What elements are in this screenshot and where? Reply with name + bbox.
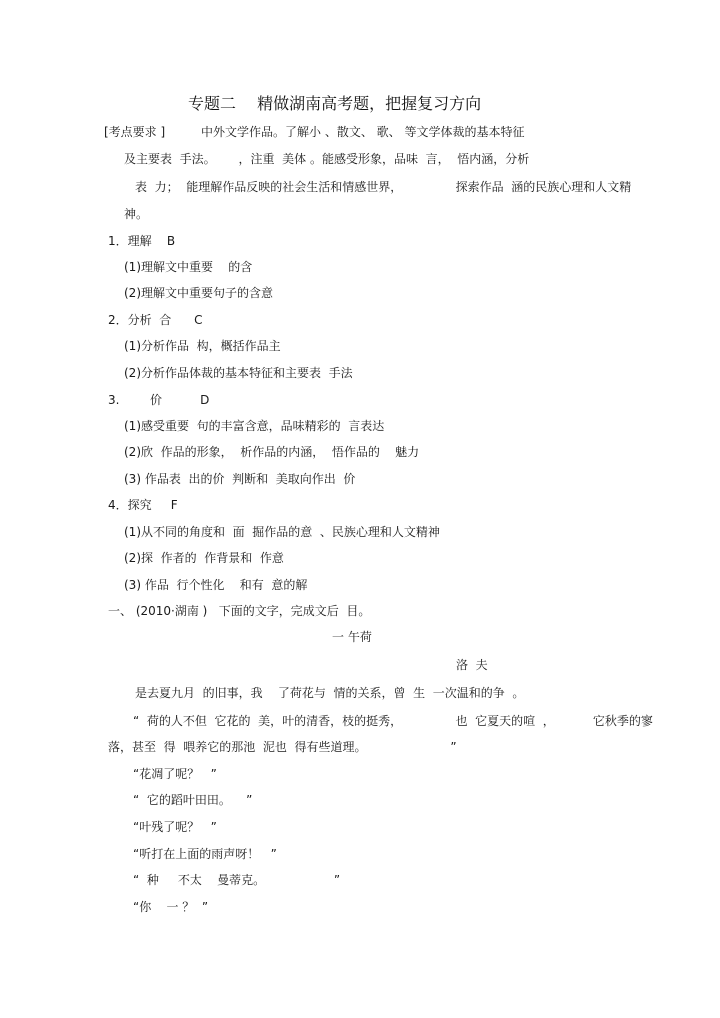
item-sub: (2)欣 作品的形象， 析作品的内涵， 悟作品的 魅力 bbox=[124, 445, 420, 459]
dialogue-line: “叶残了呢？ ” bbox=[133, 820, 217, 834]
essay-paragraph: 是去夏九月 的旧事，我 了荷花与 情的关系，曾 生 一次温和的争 。 bbox=[135, 686, 525, 700]
item-sub: (3) 作品 行个性化 和有 意的解 bbox=[124, 578, 308, 592]
item-heading: 2．分析 合 C bbox=[108, 313, 203, 327]
item-sub: (1)理解文中重要 的含 bbox=[124, 260, 253, 274]
item-sub: (1)感受重要 句的丰富含意，品味精彩的 言表达 bbox=[124, 419, 385, 433]
requirements-line-4: 神。 bbox=[124, 207, 149, 221]
dialogue-line: “听打在上面的雨声呀！ ” bbox=[133, 847, 277, 861]
requirements-label: [考点要求 ] bbox=[104, 125, 166, 139]
dialogue-line: “花凋了呢？ ” bbox=[133, 767, 217, 781]
item-sub: (2)分析作品体裁的基本特征和主要表 手法 bbox=[124, 366, 353, 380]
item-sub: (2)探 作者的 作背景和 作意 bbox=[124, 551, 284, 565]
essay-title: 一 午荷 bbox=[332, 630, 372, 644]
item-heading: 1．理解 B bbox=[108, 234, 176, 248]
essay-paragraph: 落，甚至 得 喂养它的那池 泥也 得有些道理。 ” bbox=[108, 740, 457, 754]
item-sub: (2)理解文中重要句子的含意 bbox=[124, 286, 273, 300]
essay-paragraph: “ 荷的人不但 它花的 美，叶的清香，枝的挺秀， 也 它夏天的喧 ， 它秋季的寥 bbox=[133, 714, 653, 728]
dialogue-line: “ 它的蹈叶田田。 ” bbox=[133, 793, 253, 807]
item-sub: (1)从不同的角度和 面 掘作品的意 、民族心理和人文精神 bbox=[124, 525, 440, 539]
requirements-line-3: 表 力； 能理解作品反映的社会生活和情感世界， 探索作品 涵的民族心理和人文精 bbox=[135, 180, 632, 194]
essay-author: 洛 夫 bbox=[456, 658, 488, 672]
dialogue-line: “ 种 不太 曼蒂克。 ” bbox=[133, 873, 341, 887]
item-heading: 4．探究 F bbox=[108, 498, 178, 512]
requirements-line-1: 中外文学作品。了解小 、散文、 歌、 等文学体裁的基本特征 bbox=[201, 125, 525, 139]
item-heading: 3. 价 D bbox=[108, 393, 210, 407]
section-heading: 一、 (2010·湖南 ) 下面的文字，完成文后 目。 bbox=[108, 604, 371, 618]
page-title: 专题二 精做湖南高考题，把握复习方向 bbox=[188, 94, 482, 113]
item-sub: (3) 作品表 出的价 判断和 美取向作出 价 bbox=[124, 472, 356, 486]
requirements-line-2: 及主要表 手法。 ，注重 美体 。能感受形象，品味 言， 悟内涵，分析 bbox=[124, 152, 530, 166]
item-sub: (1)分析作品 构，概括作品主 bbox=[124, 339, 281, 353]
dialogue-line: “你 一 ？ ” bbox=[133, 900, 209, 914]
